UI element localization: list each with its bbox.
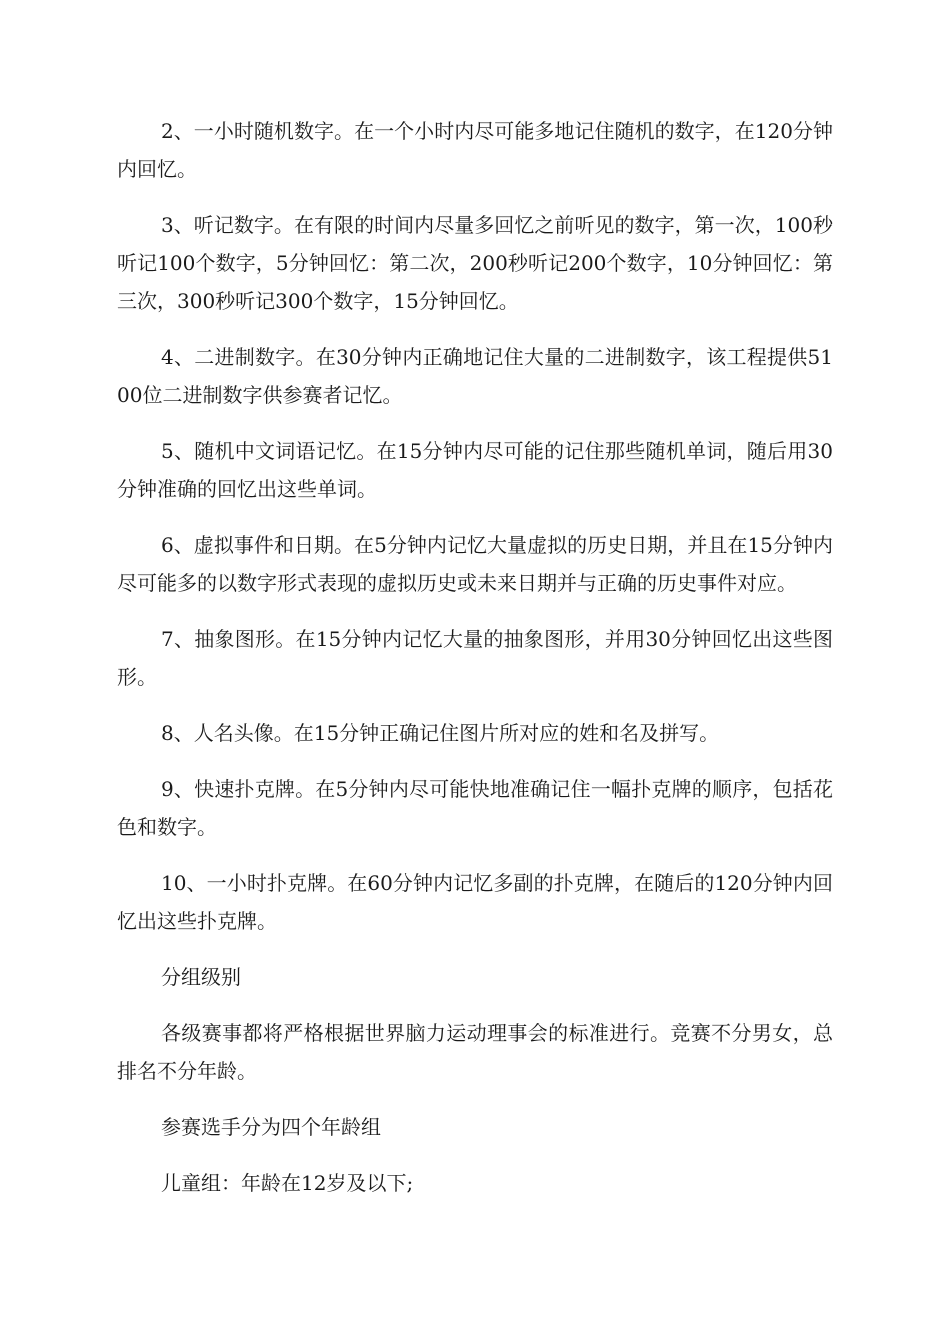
- paragraph-historic-dates: 6、虚拟事件和日期。在5分钟内记忆大量虚拟的历史日期，并且在15分钟内尽可能多的以数字形式表现的虚拟历史或未来日期并与正确的历史事件对应。: [117, 533, 833, 595]
- paragraph-children-group: 儿童组：年龄在12岁及以下;: [161, 1171, 414, 1195]
- paragraph-age-groups: 参赛选手分为四个年龄组: [161, 1115, 381, 1139]
- paragraph-standards: 各级赛事都将严格根据世界脑力运动理事会的标准进行。竞赛不分男女，总排名不分年龄。: [117, 1021, 833, 1083]
- paragraph-random-numbers-hour: 2、一小时随机数字。在一个小时内尽可能多地记住随机的数字，在120分钟内回忆。: [117, 119, 833, 181]
- paragraph-hour-cards: 10、一小时扑克牌。在60分钟内记忆多副的扑克牌，在随后的120分钟内回忆出这些扑克牌。: [117, 871, 833, 933]
- document-body: [117, 112, 833, 1220]
- paragraph-random-words: 5、随机中文词语记忆。在15分钟内尽可能的记住那些随机单词，随后用30分钟准确的回忆出这些单词。: [117, 439, 833, 501]
- section-heading-groups: 分组级别: [161, 965, 241, 989]
- paragraph-binary-numbers: 4、二进制数字。在30分钟内正确地记住大量的二进制数字，该工程提供5100位二进制数字供参赛者记忆。: [117, 345, 833, 407]
- paragraph-names-faces: 8、人名头像。在15分钟正确记住图片所对应的姓和名及拼写。: [161, 721, 720, 745]
- paragraph-abstract-images: 7、抽象图形。在15分钟内记忆大量的抽象图形，并用30分钟回忆出这些图形。: [117, 627, 833, 689]
- paragraph-speed-cards: 9、快速扑克牌。在5分钟内尽可能快地准确记住一幅扑克牌的顺序，包括花色和数字。: [117, 777, 833, 839]
- paragraph-spoken-numbers: 3、听记数字。在有限的时间内尽量多回忆之前听见的数字，第一次，100秒听记100个数字，5分钟回忆：第二次，200秒听记200个数字，10分钟回忆：第三次，300秒听记300个数字，15分钟回忆。: [117, 213, 833, 313]
